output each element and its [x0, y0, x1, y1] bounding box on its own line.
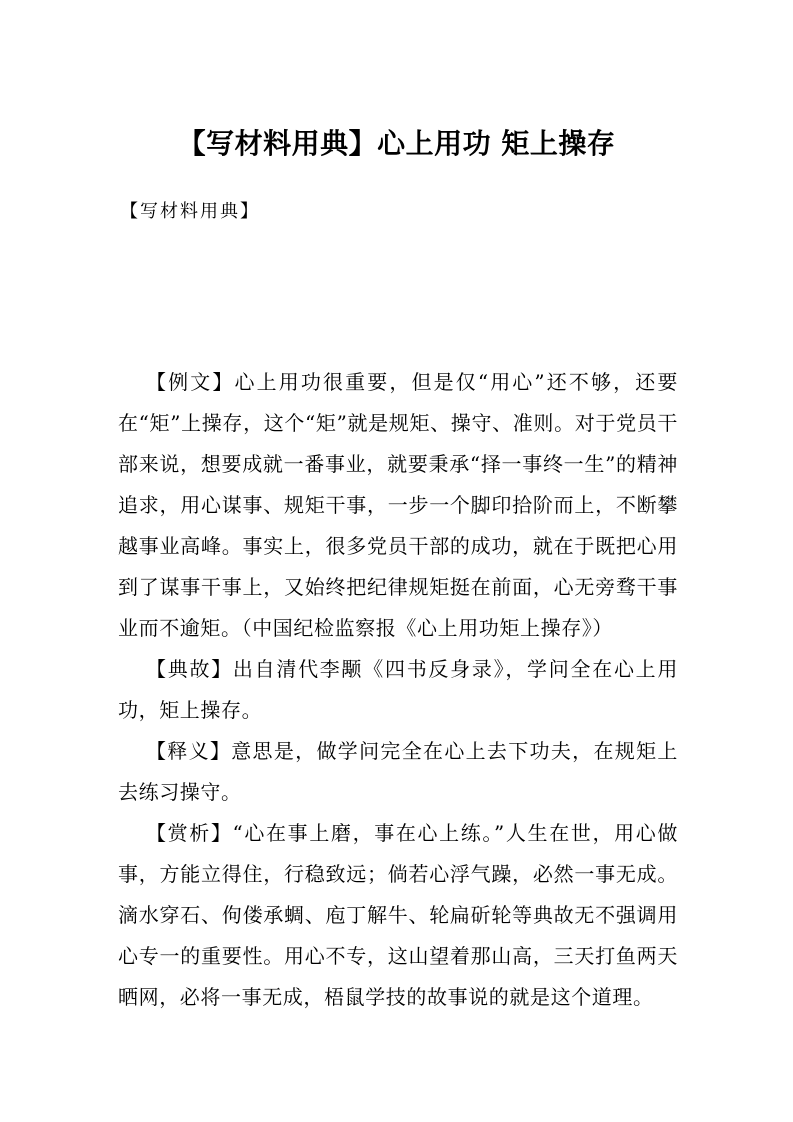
paragraph-example: 【例文】心上用功很重要，但是仅“用心”还不够，还要在“矩”上操存，这个“矩”就是规矩、操守、准则。对于党员干部来说，想要成就一番事业，就要秉承“择一事终一生”的精神追求，用心谋事、规矩干事，一步一个脚印拾阶而上，不断攀越事业高峰。事实上，很多党员干部的成功，就在于既把心用到了谋事干事上，又始终把纪律规矩挺在前面，心无旁骛干事业而不逾矩。（中国纪检监察报《心上用功矩上操存》） — [118, 370, 678, 640]
category-tag: 【写材料用典】 — [120, 201, 260, 222]
article-body — [118, 362, 678, 1018]
document-title: 【写材料用典】心上用功 矩上操存 — [177, 127, 616, 160]
paragraph-allusion: 【典故】出自清代李颙《四书反身录》，学问全在心上用功，矩上操存。 — [118, 657, 678, 722]
paragraph-interpretation: 【释义】意思是，做学问完全在心上去下功夫，在规矩上去练习操守。 — [118, 739, 678, 804]
paragraph-appreciation: 【赏析】“心在事上磨，事在心上练。”人生在世，用心做事，方能立得住，行稳致远；倘若心浮气躁，必然一事无成。滴水穿石、佝偻承蜩、庖丁解牛、轮扁斫轮等典故无不强调用心专一的重要性。用心不专，这山望着那山高，三天打鱼两天晒网，必将一事无成，梧鼠学技的故事说的就是这个道理。 — [118, 821, 678, 1009]
